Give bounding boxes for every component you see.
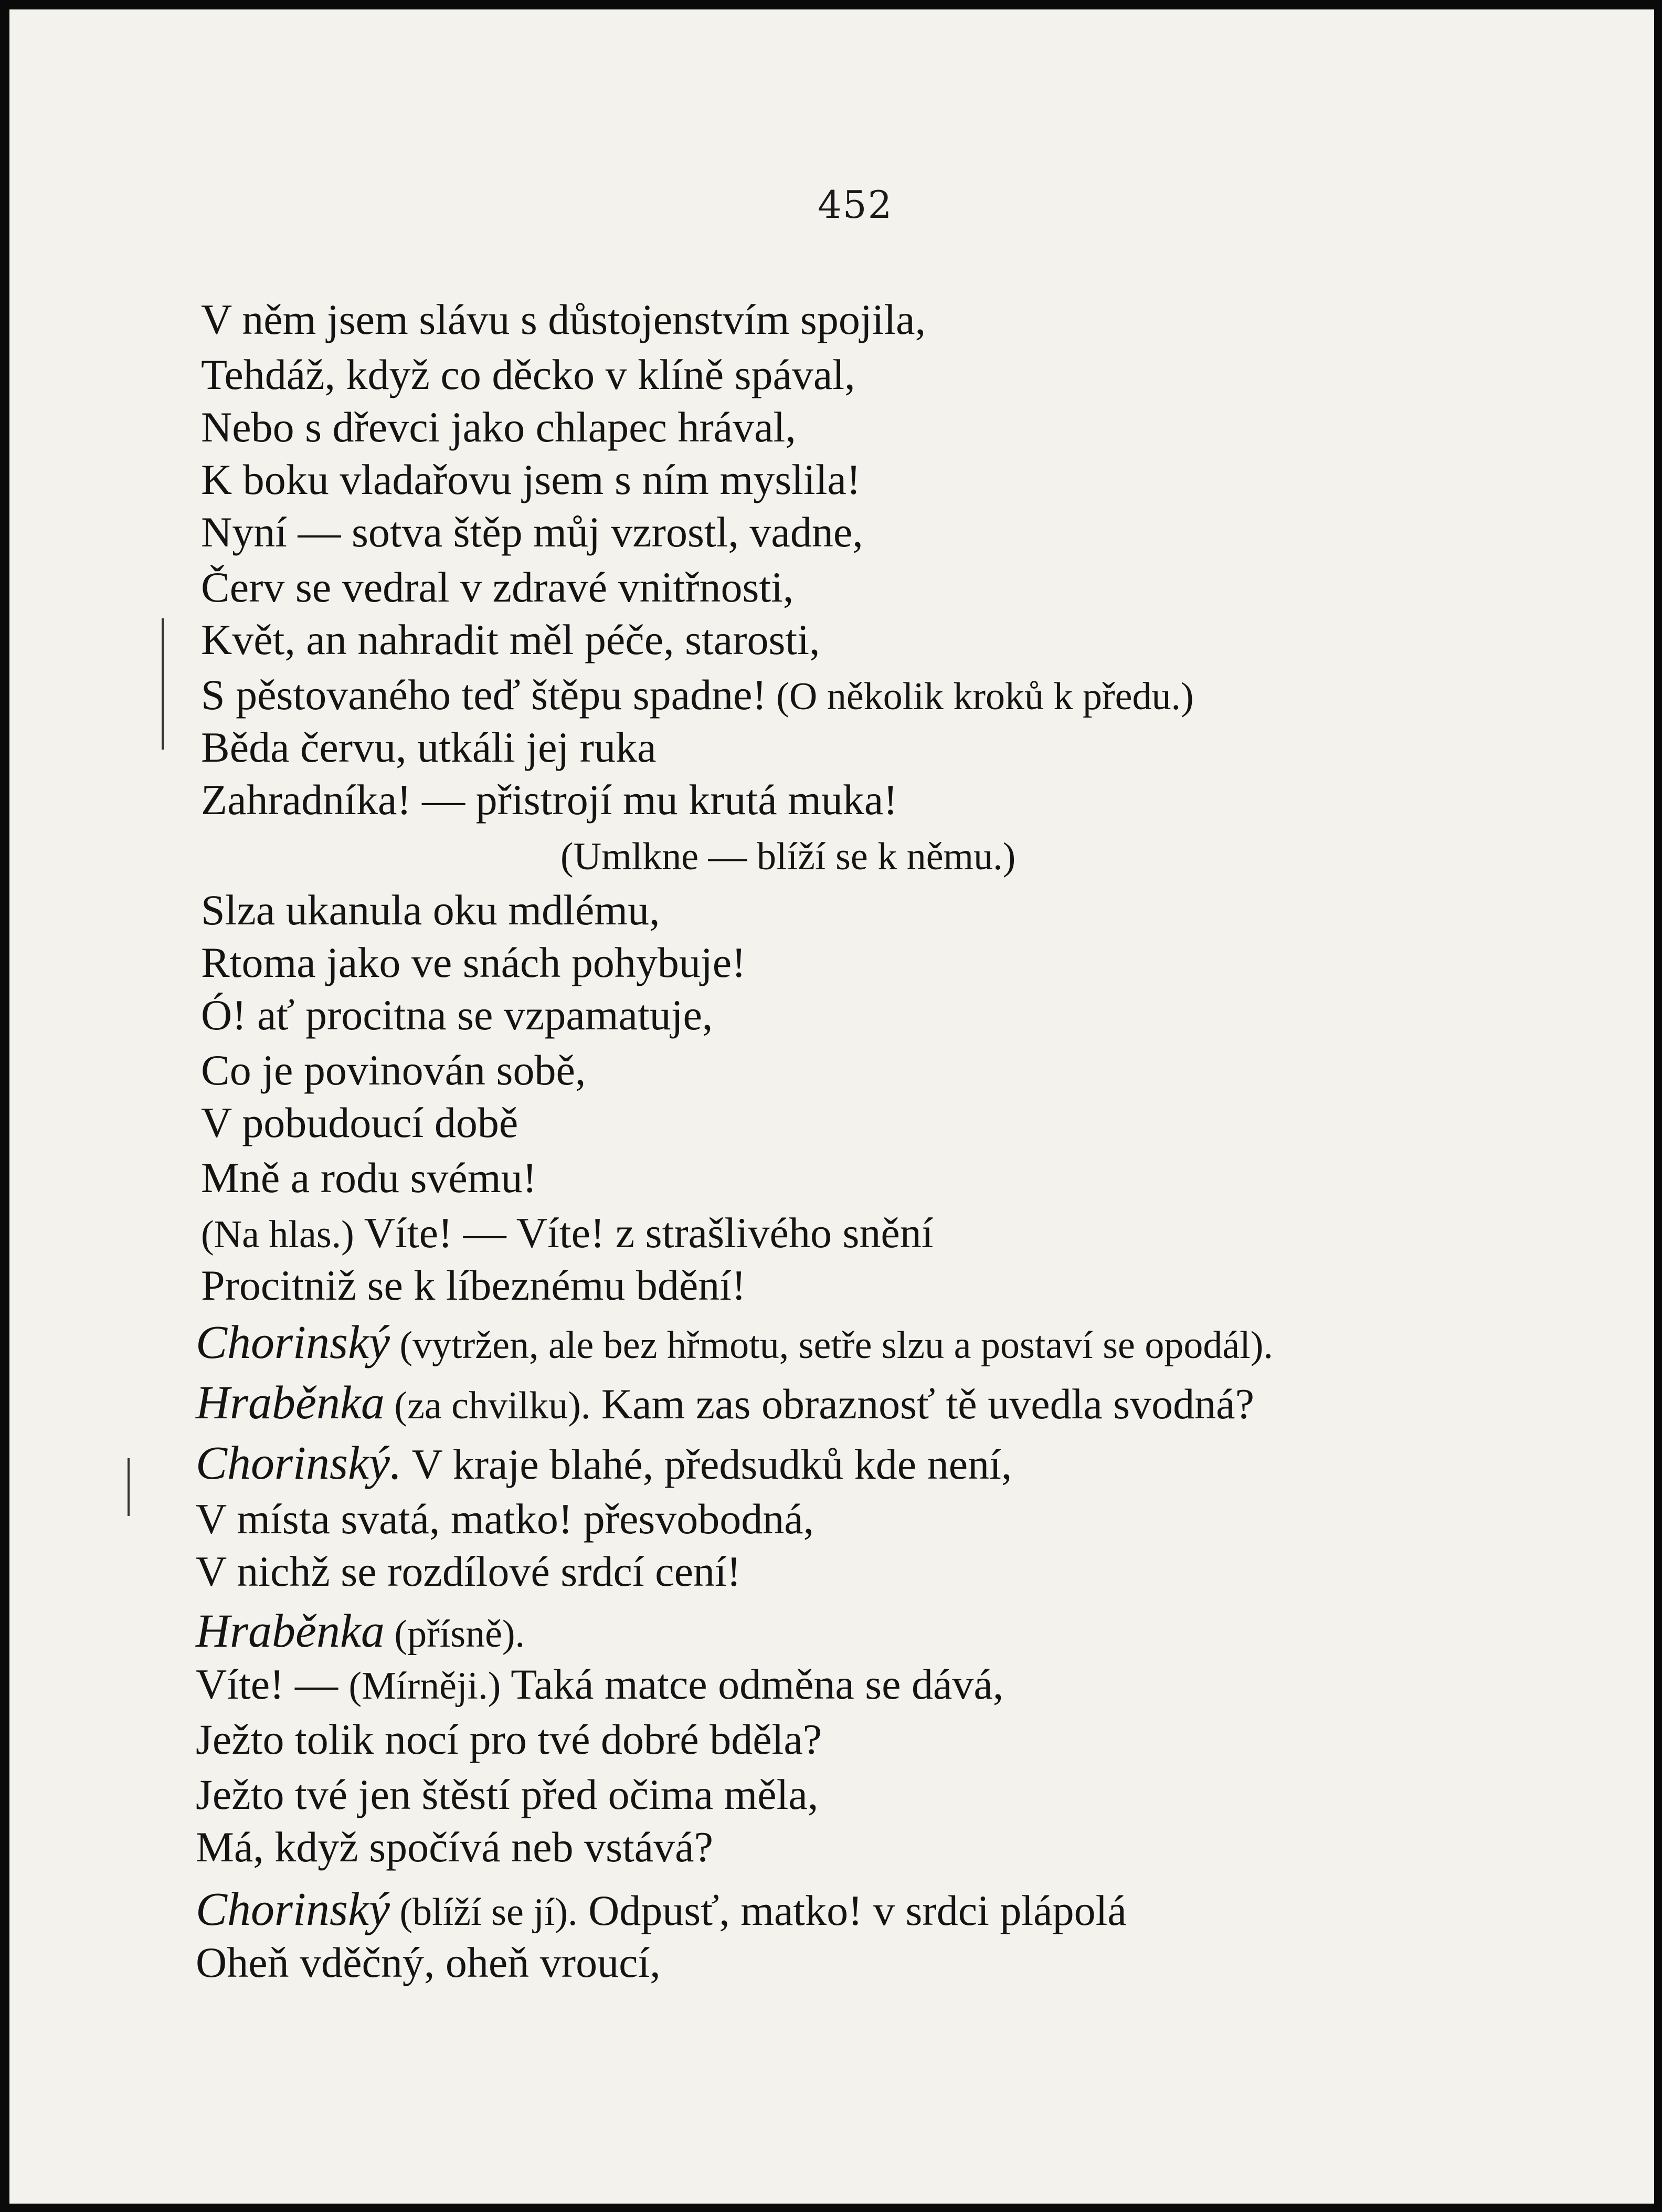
text-line: [196, 1495, 814, 1543]
verse-text: Oheň vděčný, oheň vroucí,: [196, 1939, 661, 1986]
text-line: [201, 353, 855, 396]
text-line: [201, 1101, 518, 1144]
verse-text: Má, když spočívá neb vstává?: [196, 1823, 713, 1871]
text-line: [560, 834, 1015, 877]
verse-text: Zahradníka! — přistrojí mu krutá muka!: [201, 776, 898, 824]
page-number: 452: [818, 183, 893, 227]
verse-text: Víte! — Víte! z strašlivého snění: [354, 1209, 934, 1257]
text-line: [201, 458, 861, 501]
text-line: [201, 618, 820, 661]
verse-text: Odpusť, matko! v srdci plápolá: [577, 1887, 1127, 1934]
verse-text: Procitniž se k líbeznému bdění!: [201, 1261, 746, 1309]
text-line: [201, 298, 926, 341]
verse-text: Ó! ať procitna se vzpamatuje,: [201, 991, 713, 1039]
verse-text: K boku vladařovu jsem s ním myslila!: [201, 456, 861, 503]
text-line: [201, 991, 713, 1039]
verse-text: V něm jsem slávu s důstojenstvím spojila,: [201, 296, 926, 343]
verse-text: Mně a rodu svému!: [201, 1154, 537, 1202]
text-line: [201, 723, 657, 771]
stage-direction: (Na hlas.): [201, 1213, 354, 1256]
verse-text: Květ, an nahradit měl péče, starosti,: [201, 616, 820, 663]
text-line: [201, 776, 898, 824]
stage-direction: (Mírněji.): [348, 1665, 501, 1708]
text-line: [201, 1261, 746, 1309]
stage-direction: (blíží se jí).: [389, 1891, 578, 1934]
text-line: [201, 941, 746, 984]
speaker-name: Hraběnka: [196, 1605, 385, 1657]
verse-text: Rtoma jako ve snách pohybuje!: [201, 939, 746, 986]
text-line: [201, 1046, 586, 1094]
verse-text: Tehdáž, když co děcko v klíně spával,: [201, 351, 855, 398]
text-line: [201, 886, 660, 934]
verse-text: V místa svatá, matko! přesvobodná,: [196, 1495, 814, 1543]
text-line: [201, 508, 863, 556]
verse-text: V kraje blahé, předsudků kde není,: [401, 1440, 1012, 1488]
verse-text: Běda červu, utkáli jej ruka: [201, 723, 657, 771]
verse-text: V pobudoucí době: [201, 1099, 518, 1146]
text-line: [196, 1660, 1004, 1708]
verse-text: Slza ukanula oku mdlému,: [201, 886, 660, 934]
speaker-name: Hraběnka: [196, 1377, 385, 1429]
text-line: [201, 1209, 934, 1257]
text-line: [196, 1547, 742, 1595]
verse-text: Co je povinován sobě,: [201, 1046, 586, 1094]
speaker-name: Chorinský.: [196, 1437, 402, 1489]
text-line: [196, 1715, 822, 1763]
verse-text: Taká matce odměna se dává,: [501, 1660, 1004, 1708]
speaker-name: Chorinský: [196, 1883, 390, 1935]
text-line: [196, 1941, 661, 1984]
verse-text: Nebo s dřevci jako chlapec hrával,: [201, 403, 796, 451]
verse-text: Kam zas obraznosť tě uvedla svodná?: [590, 1380, 1254, 1428]
text-line: [196, 1823, 713, 1871]
text-line: [196, 1605, 525, 1657]
text-line: [196, 1773, 818, 1816]
margin-mark: [162, 618, 164, 750]
text-line: [196, 1883, 1127, 1935]
text-line: [201, 563, 794, 611]
text-line: [196, 1437, 1012, 1489]
stage-direction: (vytržen, ale bez hřmotu, setře slzu a postaví se opodál).: [389, 1324, 1273, 1367]
verse-text: V nichž se rozdílové srdcí cení!: [196, 1547, 742, 1595]
verse-text: Ježto tvé jen štěstí před očima měla,: [196, 1771, 819, 1818]
margin-mark: [128, 1458, 130, 1516]
book-page: [9, 9, 1654, 2204]
text-line: [196, 1316, 1273, 1368]
stage-direction: (za chvilku).: [384, 1384, 591, 1427]
text-line: [201, 403, 796, 451]
text-line: [201, 673, 1194, 717]
stage-direction: (přísně).: [384, 1613, 525, 1656]
verse-text: Červ se vedral v zdravé vnitřnosti,: [201, 563, 794, 611]
text-line: [201, 1154, 537, 1202]
stage-direction: (Umlkne — blíží se k němu.): [560, 835, 1016, 878]
speaker-name: Chorinský: [196, 1316, 390, 1368]
verse-text: Víte! —: [196, 1660, 349, 1708]
verse-text: Nyní — sotva štěp můj vzrostl, vadne,: [201, 508, 863, 556]
verse-text: S pěstovaného teď štěpu spadne!: [201, 671, 767, 719]
text-line: [196, 1379, 1254, 1427]
stage-direction: (O několik kroků k předu.): [766, 675, 1194, 718]
verse-text: Ježto tolik nocí pro tvé dobré bděla?: [196, 1715, 822, 1763]
